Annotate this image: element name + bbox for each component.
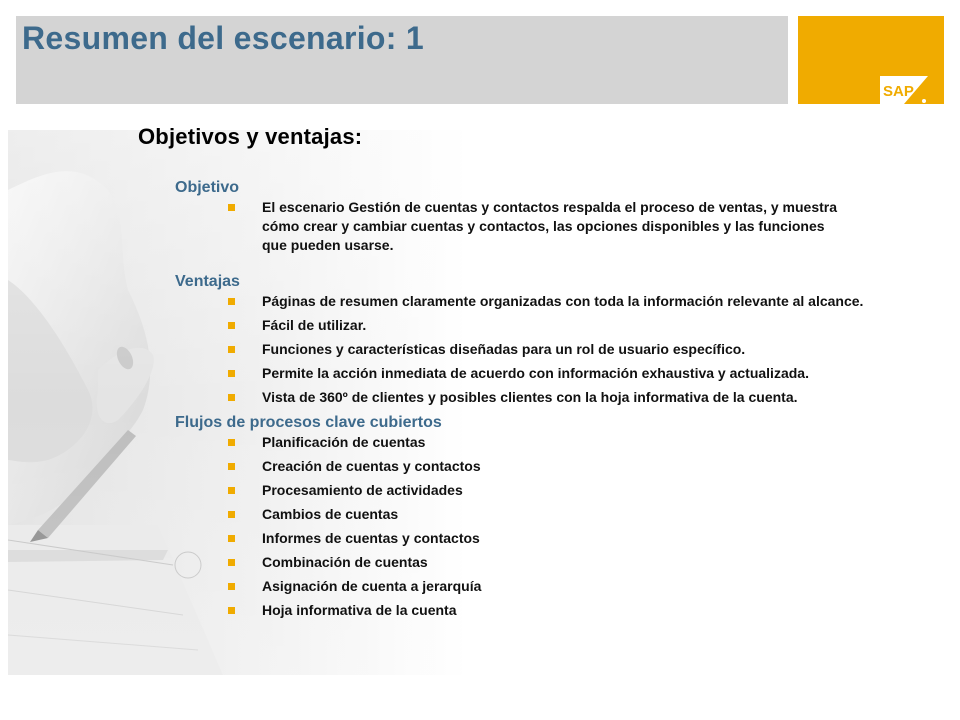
bullet-square-icon [228, 511, 235, 518]
list-item: Cambios de cuentas [175, 505, 915, 524]
list-item: Vista de 360º de clientes y posibles clientes con la hoja informativa de la cuenta. [175, 388, 902, 407]
bullet-square-icon [228, 298, 235, 305]
list-item: Asignación de cuenta a jerarquía [175, 577, 915, 596]
content-area [175, 178, 915, 625]
bullet-square-icon [228, 487, 235, 494]
list-item: Páginas de resumen claramente organizadas con toda la información relevante al alcance. [175, 292, 902, 311]
bullet-square-icon [228, 346, 235, 353]
list-item: Fácil de utilizar. [175, 316, 902, 335]
list-item: Creación de cuentas y contactos [175, 457, 915, 476]
list-item: Informes de cuentas y contactos [175, 529, 915, 548]
list-item: Funciones y características diseñadas para un rol de usuario específico. [175, 340, 902, 359]
list-item: Permite la acción inmediata de acuerdo con información exhaustiva y actualizada. [175, 364, 902, 383]
bullet-square-icon [228, 394, 235, 401]
bullet-square-icon [228, 370, 235, 377]
list-item: Hoja informativa de la cuenta [175, 601, 915, 620]
bullet-square-icon [228, 463, 235, 470]
heading-objetivo: Objetivo [175, 179, 240, 196]
flujos-list [175, 433, 915, 620]
bullet-square-icon [228, 559, 235, 566]
svg-text:SAP: SAP [883, 83, 914, 100]
section-title: Objetivos y ventajas: [138, 124, 363, 149]
bullet-square-icon [228, 583, 235, 590]
list-item: Procesamiento de actividades [175, 481, 915, 500]
title-band [16, 16, 788, 104]
logo-block [798, 16, 944, 104]
heading-ventajas: Ventajas [175, 273, 240, 290]
list-item: Combinación de cuentas [175, 553, 915, 572]
bullet-square-icon [228, 607, 235, 614]
heading-flujos: Flujos de procesos clave cubiertos [175, 414, 442, 431]
bullet-square-icon [228, 535, 235, 542]
list-item: Planificación de cuentas [175, 433, 915, 452]
bullet-square-icon [228, 439, 235, 446]
bullet-square-icon [228, 322, 235, 329]
bullet-square-icon [228, 204, 235, 211]
sap-logo [880, 76, 928, 104]
page-title: Resumen del escenario: 1 [22, 20, 425, 56]
objetivo-list [175, 198, 915, 255]
list-item: El escenario Gestión de cuentas y contactos respalda el proceso de ventas, y muestra cómo crear y cambiar cuentas y contactos, las opciones disponibles y las funciones que pueden usarse. [175, 198, 852, 255]
ventajas-list [175, 292, 915, 407]
